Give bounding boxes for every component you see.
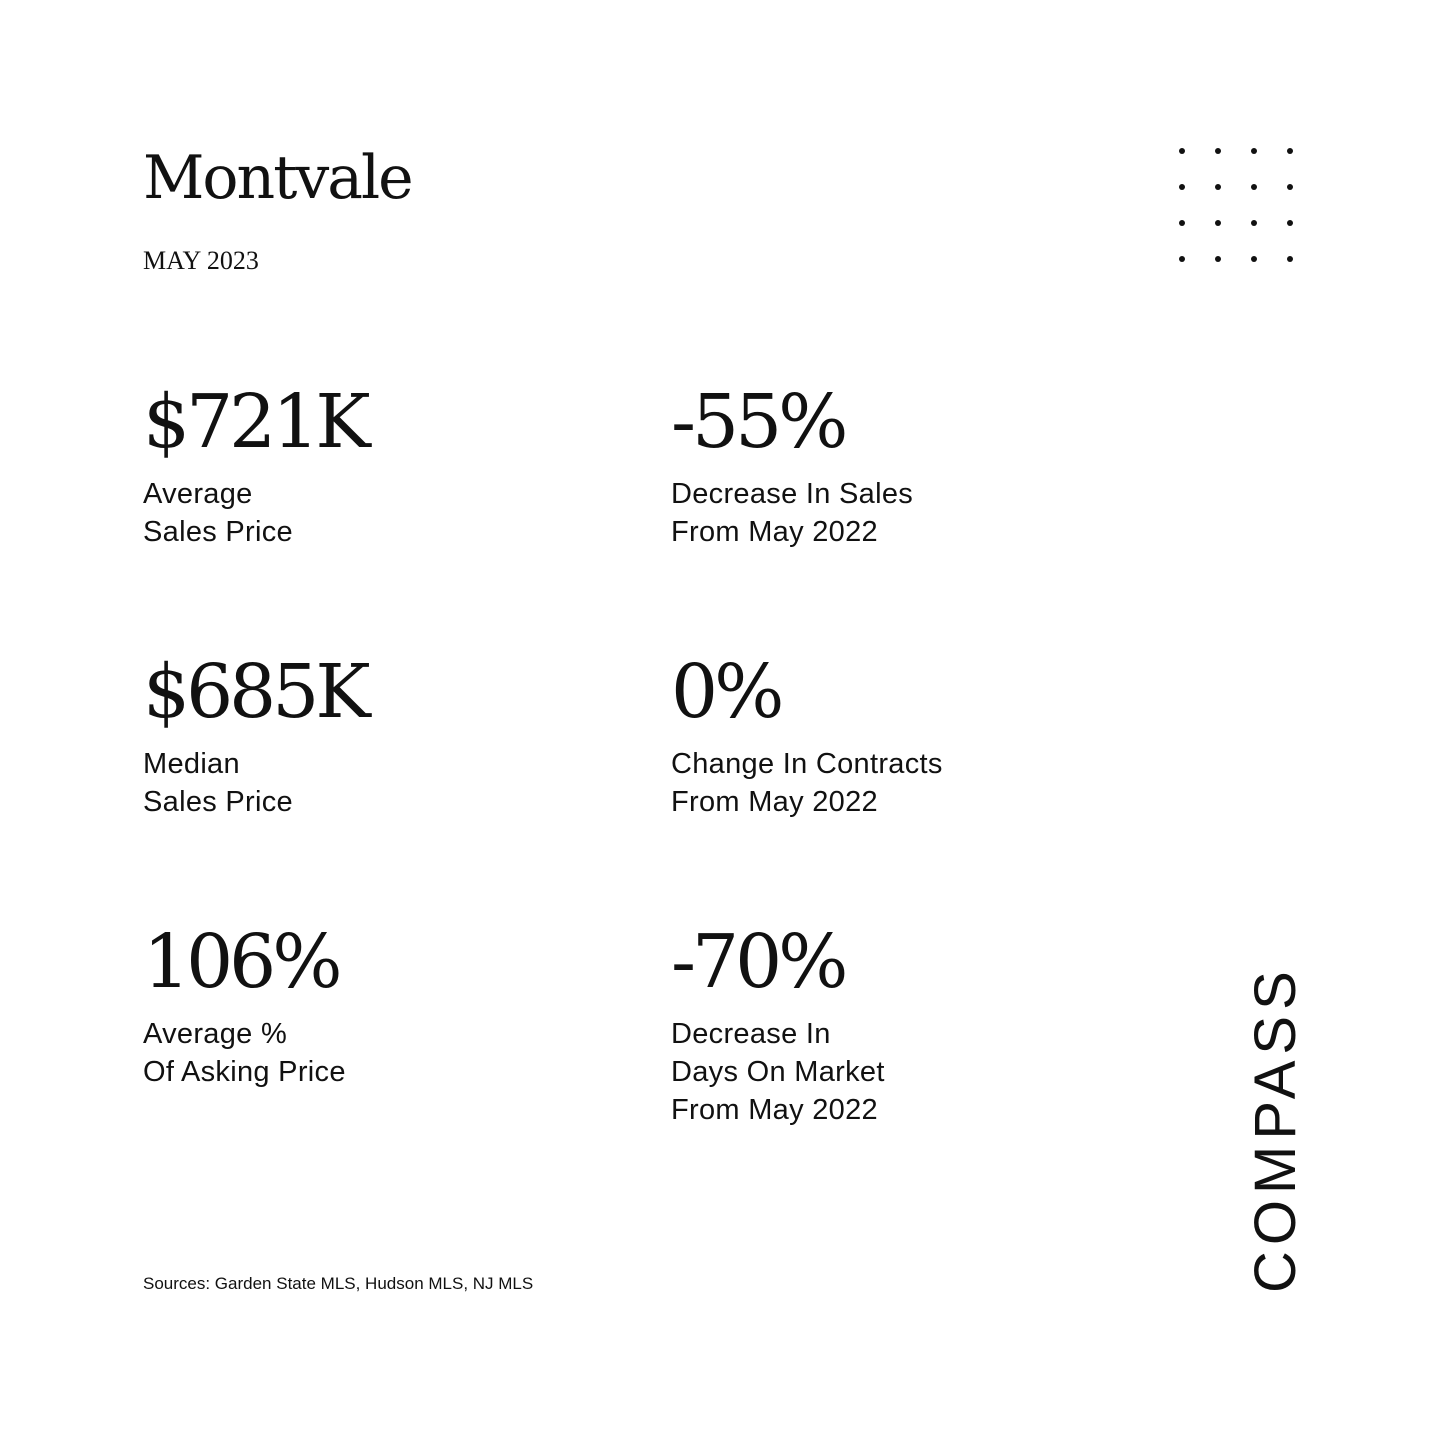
stat-value: $685K bbox=[143, 649, 367, 735]
page-subtitle: MAY 2023 bbox=[143, 246, 259, 275]
stat-label: Days On Market bbox=[671, 1056, 885, 1088]
dot bbox=[1215, 184, 1221, 190]
stat-value: -70% bbox=[671, 919, 845, 1005]
stat-label: Average bbox=[143, 478, 253, 510]
dot bbox=[1179, 220, 1185, 226]
stat-value: $721K bbox=[143, 379, 367, 465]
dot bbox=[1215, 148, 1221, 154]
stat-decrease-in-sales bbox=[671, 379, 914, 551]
dot bbox=[1215, 256, 1221, 262]
stat-change-in-contracts bbox=[671, 649, 943, 821]
dot bbox=[1215, 220, 1221, 226]
dot bbox=[1251, 256, 1257, 262]
stat-average-sales-price bbox=[143, 379, 367, 551]
stat-label: Change In Contracts bbox=[671, 748, 943, 780]
compass-logo bbox=[1190, 958, 1330, 1293]
stat-label: From May 2022 bbox=[671, 786, 878, 818]
stat-label: From May 2022 bbox=[671, 1094, 878, 1126]
dot bbox=[1287, 184, 1293, 190]
sources-note: Sources: Garden State MLS, Hudson MLS, NJ MLS bbox=[143, 1274, 534, 1293]
dot bbox=[1287, 220, 1293, 226]
stat-average-percent-of-asking bbox=[143, 919, 346, 1091]
stat-value: 106% bbox=[143, 919, 339, 1005]
stat-label: Decrease In Sales bbox=[671, 478, 914, 510]
stat-label: From May 2022 bbox=[671, 516, 878, 548]
stat-label: Median bbox=[143, 748, 240, 780]
dot bbox=[1287, 148, 1293, 154]
dot-grid-icon bbox=[1176, 144, 1296, 264]
stat-median-sales-price bbox=[143, 649, 367, 821]
dot bbox=[1179, 184, 1185, 190]
dot bbox=[1179, 148, 1185, 154]
dot bbox=[1287, 256, 1293, 262]
dot bbox=[1251, 148, 1257, 154]
dot bbox=[1179, 256, 1185, 262]
stat-decrease-in-days-on-market bbox=[671, 919, 885, 1129]
stat-value: 0% bbox=[671, 649, 781, 735]
stat-label: Of Asking Price bbox=[143, 1056, 346, 1088]
dot bbox=[1251, 184, 1257, 190]
dot bbox=[1251, 220, 1257, 226]
compass-logo-text: COMPASS bbox=[1243, 965, 1308, 1293]
stat-label: Average % bbox=[143, 1018, 288, 1050]
stat-label: Sales Price bbox=[143, 786, 293, 818]
stat-label: Decrease In bbox=[671, 1018, 831, 1050]
stat-label: Sales Price bbox=[143, 516, 293, 548]
stat-value: -55% bbox=[671, 379, 845, 465]
page-title: Montvale bbox=[143, 143, 412, 213]
